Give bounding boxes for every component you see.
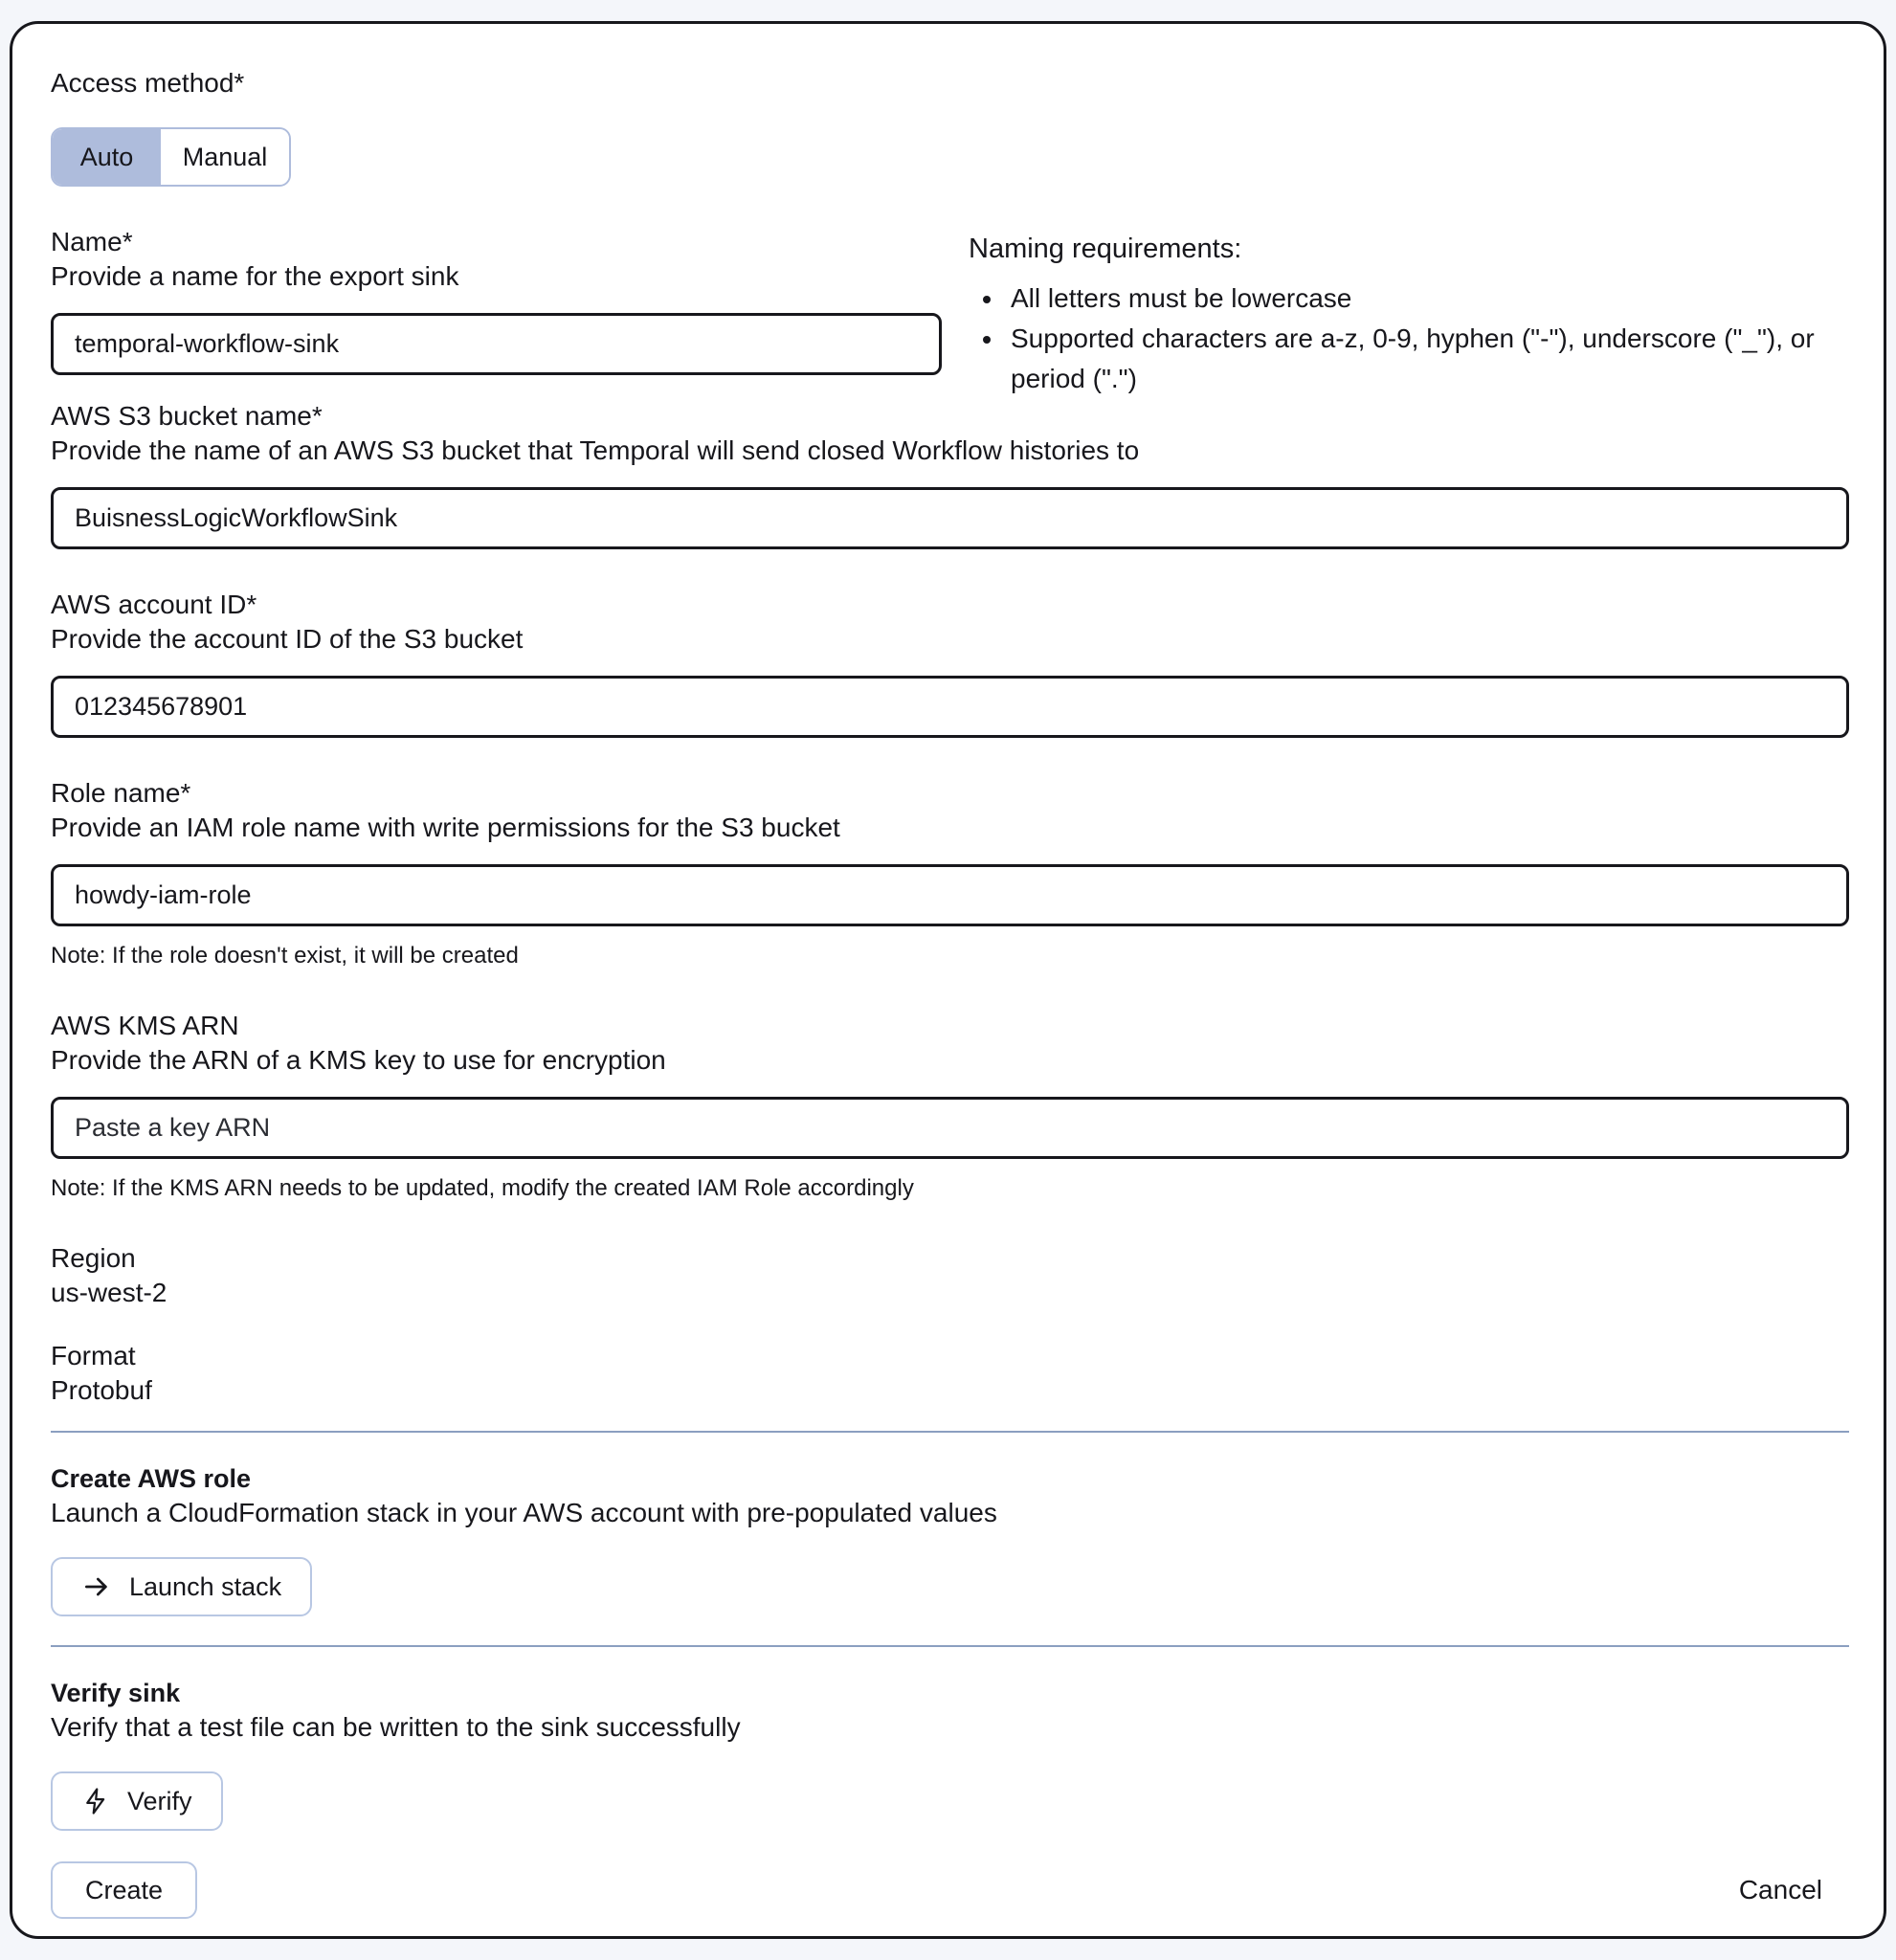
kms-arn-note: Note: If the KMS ARN needs to be updated, modify the created IAM Role accordingly [51,1175,914,1201]
access-method-label: Access method* [51,68,245,98]
verify-button[interactable] [51,1771,223,1831]
role-name-field-group [51,776,1849,926]
bucket-field-group [51,399,1849,549]
verify-sink-description: Verify that a test file can be written to the sink successfully [51,1712,741,1742]
naming-requirements-list [969,278,1849,399]
kms-arn-field-group [51,1009,1849,1159]
kms-arn-input[interactable] [51,1097,1849,1159]
form-actions [51,1861,1849,1919]
create-button[interactable]: Create [51,1861,197,1919]
account-id-field-group [51,588,1849,738]
kms-arn-description: Provide the ARN of a KMS key to use for encryption [51,1045,666,1075]
naming-requirements-title: Naming requirements: [969,234,1242,264]
kms-arn-label: AWS KMS ARN [51,1011,239,1040]
export-sink-form [10,21,1886,1939]
account-id-description: Provide the account ID of the S3 bucket [51,624,524,654]
naming-requirement-item: • Supported characters are a-z, 0-9, hyphen ("-"), underscore ("_"), or period (".") [1005,319,1849,399]
account-id-input[interactable] [51,676,1849,738]
role-name-note: Note: If the role doesn't exist, it will be created [51,943,519,969]
format-label: Format [51,1341,136,1370]
verify-sink-title: Verify sink [51,1679,181,1707]
access-method-toggle [51,127,291,187]
naming-requirement-item: • All letters must be lowercase [1005,278,1849,319]
role-name-label: Role name* [51,778,191,808]
name-description: Provide a name for the export sink [51,261,459,291]
format-value: Protobuf [51,1375,152,1405]
bucket-input[interactable] [51,487,1849,549]
role-name-input[interactable] [51,864,1849,926]
naming-requirements [969,225,1849,399]
region-label: Region [51,1243,136,1273]
format-group [51,1339,1849,1408]
region-group [51,1241,1849,1310]
launch-stack-button-label: Launch stack [129,1571,282,1601]
access-method-option-auto[interactable]: Auto [53,129,161,185]
name-input[interactable] [51,313,942,375]
divider [51,1645,1849,1647]
cancel-button[interactable]: Cancel [1738,1875,1822,1904]
access-method-option-manual[interactable]: Manual [161,129,289,185]
create-role-description: Launch a CloudFormation stack in your AWS account with pre-populated values [51,1498,997,1527]
zap-icon [81,1787,110,1815]
name-label: Name* [51,227,133,256]
region-value: us-west-2 [51,1278,167,1307]
create-role-title: Create AWS role [51,1464,252,1493]
divider [51,1431,1849,1433]
bucket-label: AWS S3 bucket name* [51,401,323,431]
verify-button-label: Verify [127,1786,192,1815]
launch-stack-button[interactable] [51,1557,312,1616]
name-field-group [51,225,942,399]
account-id-label: AWS account ID* [51,590,257,619]
arrow-right-icon [81,1571,112,1602]
bucket-description: Provide the name of an AWS S3 bucket that Temporal will send closed Workflow histories to [51,435,1140,465]
role-name-description: Provide an IAM role name with write permissions for the S3 bucket [51,813,840,842]
